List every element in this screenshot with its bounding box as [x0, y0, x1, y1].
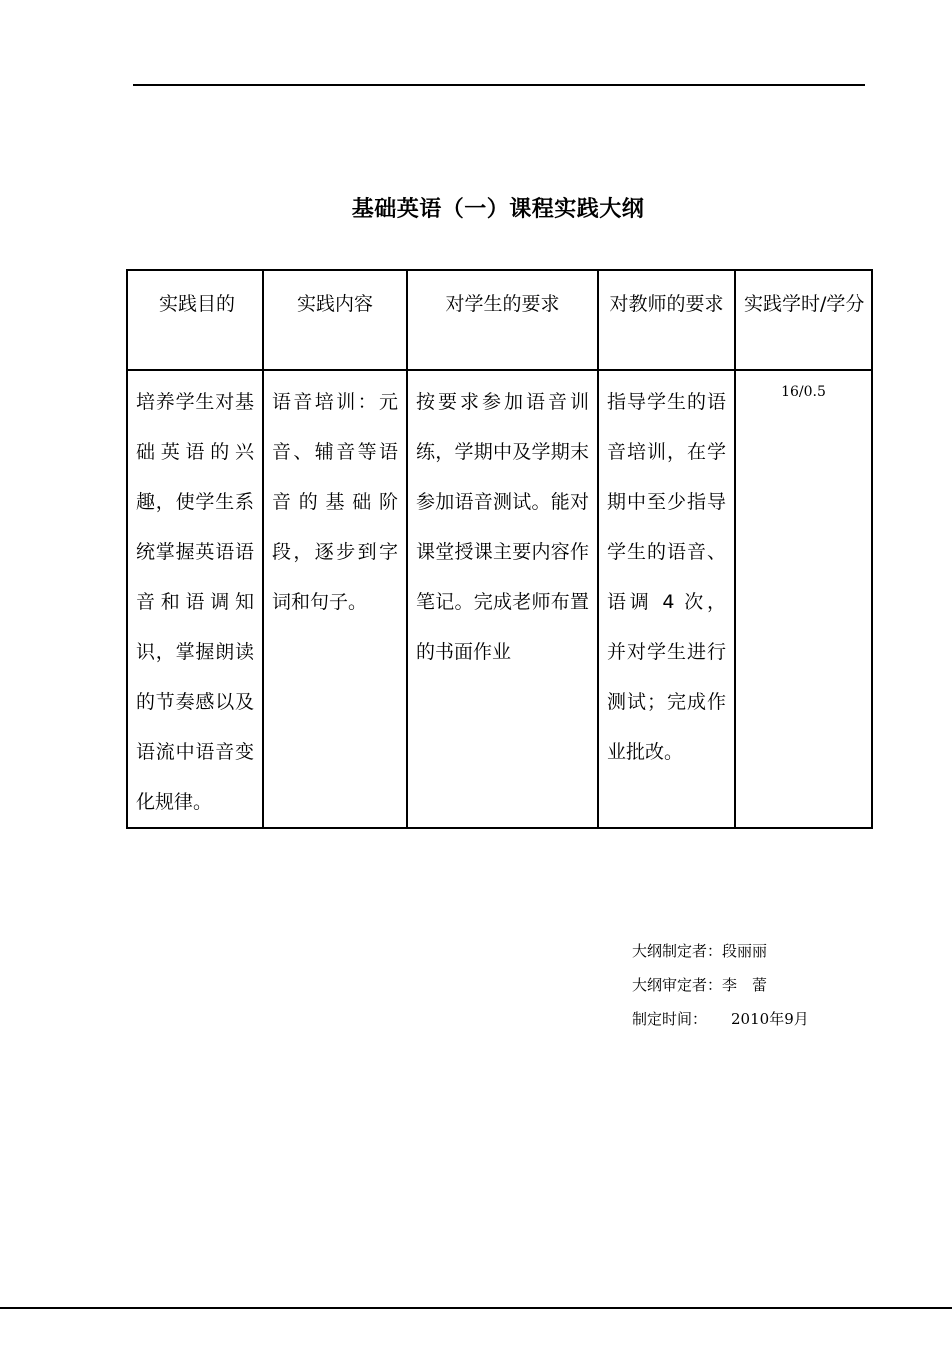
header-rule	[133, 84, 865, 86]
cell-hours-credits: 16/0.5	[735, 370, 872, 828]
date-value: 2010年9月	[731, 1010, 809, 1028]
cell-teacher-requirements: 指导学生的语音培训，在学期中至少指导学生的语音、语调 4 次，并对学生进行测试；完成作业批改。	[598, 370, 735, 828]
signoff-reviewer	[632, 968, 809, 1002]
signoff-block	[632, 934, 809, 1036]
cell-purpose: 培养学生对基础英语的兴趣，使学生系统掌握英语语音和语调知识，掌握朗读的节奏感以及语流中语音变化规律。	[127, 370, 263, 828]
cell-student-requirements: 按要求参加语音训练，学期中及学期末参加语音测试。能对课堂授课主要内容作笔记。完成老师布置的书面作业	[407, 370, 598, 828]
reviewer-name: 李 蕾	[722, 976, 768, 994]
header-cell-hours-credits: 实践学时/学分	[735, 270, 872, 370]
signoff-author	[632, 934, 809, 968]
author-label: 大纲制定者：	[632, 942, 723, 960]
syllabus-table	[126, 269, 873, 829]
header-cell-purpose: 实践目的	[127, 270, 263, 370]
header-cell-teacher-requirements: 对教师的要求	[598, 270, 735, 370]
author-name: 段丽丽	[722, 942, 768, 960]
page-title: 基础英语（一）课程实践大纲	[351, 197, 645, 222]
date-label: 制定时间：	[632, 1010, 708, 1028]
reviewer-label: 大纲审定者：	[632, 976, 723, 994]
footer-rule	[0, 1307, 952, 1309]
header-cell-student-requirements: 对学生的要求	[407, 270, 598, 370]
table-header-row	[127, 270, 872, 370]
signoff-date	[632, 1002, 809, 1036]
cell-content: 语音培训：元音、辅音等语音的基础阶段，逐步到字词和句子。	[263, 370, 407, 828]
table-row	[127, 370, 872, 828]
header-cell-content: 实践内容	[263, 270, 407, 370]
